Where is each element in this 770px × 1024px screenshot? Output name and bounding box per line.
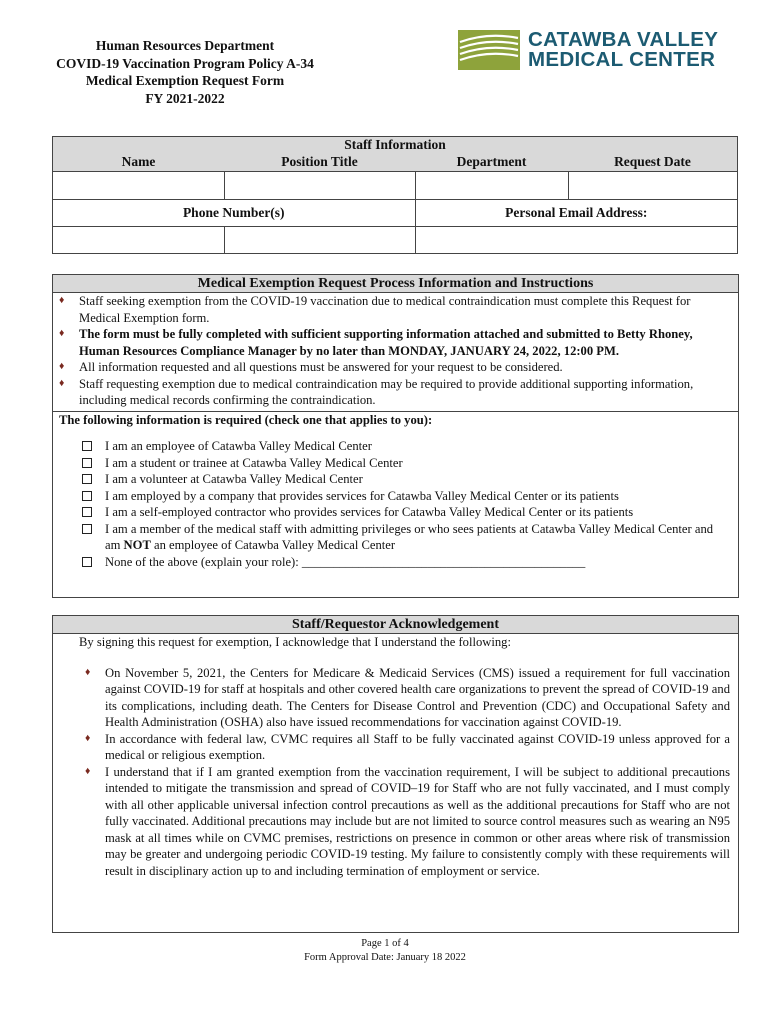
page-number: Page 1 of 4 <box>361 938 409 949</box>
form-header <box>30 37 340 107</box>
process-bullet-2: ♦ The form must be fully completed with sufficient supporting information attached and submitted to Betty Rhoney, Human Resources Compliance Manager by no later than MONDAY, JANUARY 24, 2022, 12:00 PM. <box>79 326 730 359</box>
process-section-title: Medical Exemption Request Process Information and Instructions <box>53 275 738 293</box>
role-option-not: NOT <box>123 538 151 552</box>
role-option-contracted-company[interactable] <box>105 488 730 505</box>
logo-line2: MEDICAL CENTER <box>528 47 716 71</box>
staff-information-table <box>52 136 738 254</box>
checkbox-icon[interactable] <box>82 507 92 517</box>
phone-field-1[interactable] <box>53 227 225 254</box>
phone-field-2[interactable] <box>224 227 415 254</box>
col-personal-email: Personal Email Address: <box>415 200 738 227</box>
name-field[interactable] <box>53 172 225 200</box>
ack-bullet-2: ♦ In accordance with federal law, CVMC requires all Staff to be fully vaccinated against COVID-19 unless approved for a medical or religious exemption. <box>105 731 730 764</box>
role-option-student[interactable] <box>105 455 730 472</box>
role-option-self-employed[interactable] <box>105 504 730 521</box>
role-option-label: I am a volunteer at Catawba Valley Medical Center <box>105 472 363 486</box>
process-instructions-section <box>52 274 739 598</box>
logo-line1: CATAWBA VALLEY <box>528 28 719 51</box>
role-option-medical-staff[interactable] <box>105 521 730 554</box>
role-option-employee[interactable] <box>105 438 730 455</box>
acknowledgement-section <box>52 615 739 933</box>
role-option-label: I am an employee of Catawba Valley Medical Center <box>105 439 372 453</box>
acknowledgement-bullets <box>53 665 738 880</box>
role-option-label-cont: an employee of Catawba Valley Medical Center <box>150 538 396 552</box>
col-request-date: Request Date <box>568 154 738 172</box>
position-title-field[interactable] <box>224 172 415 200</box>
process-bullet-4: ♦ Staff requesting exemption due to medical contraindication may be required to provide additional supporting information, including medical records confirming the contraindication. <box>79 376 730 409</box>
required-info-heading: The following information is required (check one that applies to you): <box>59 412 433 427</box>
role-option-volunteer[interactable] <box>105 471 730 488</box>
checkbox-icon[interactable] <box>82 524 92 534</box>
checkbox-icon[interactable] <box>82 441 92 451</box>
request-date-field[interactable] <box>568 172 738 200</box>
header-policy: COVID-19 Vaccination Program Policy A-34 <box>56 55 314 71</box>
role-option-label: I am a member of the medical staff with admitting privileges or who sees patients at Catawba Valley Medical Center and am <box>105 521 714 552</box>
checkbox-icon[interactable] <box>82 557 92 567</box>
process-bullet-3: ♦ All information requested and all questions must be answered for your request to be considered. <box>79 359 730 376</box>
staff-info-title: Staff Information <box>53 137 738 154</box>
role-option-none[interactable] <box>105 554 730 571</box>
ack-bullet-3: ♦ I understand that if I am granted exemption from the vaccination requirement, I will be subject to additional precautions intended to mitigate the transmission and spread of COVID–19 for Staff who are not fully vaccinated, and I must comply with all other applicable universal infection control precautions as well as the additional precautions for Staff who are not fully vaccinated. Additional precautions may include but are not limited to source control measures such as wearing an N95 mask at all times while on CVMC premises, restrictions on presence in common or other areas where risk of transmission may be greater and undergoing periodic COVID-19 testing. My failure to consistently comply with these requirements will result in disciplinary action up to and including termination of employment or service. <box>105 764 730 880</box>
header-department: Human Resources Department <box>95 38 275 53</box>
col-name: Name <box>53 154 225 172</box>
role-option-label: I am employed by a company that provides services for Catawba Valley Medical Center or its patients <box>105 488 619 503</box>
personal-email-field[interactable] <box>415 227 738 254</box>
cvmc-logo <box>458 30 728 72</box>
col-department: Department <box>415 154 568 172</box>
checkbox-icon[interactable] <box>82 491 92 501</box>
checkbox-icon[interactable] <box>82 458 92 468</box>
header-fiscal-year: FY 2021-2022 <box>145 90 225 106</box>
col-position-title: Position Title <box>224 154 415 172</box>
page-footer <box>0 937 770 965</box>
header-form-title: Medical Exemption Request Form <box>85 73 285 88</box>
role-option-label: I am a student or trainee at Catawba Valley Medical Center <box>105 455 403 470</box>
acknowledgement-title: Staff/Requestor Acknowledgement <box>53 616 738 634</box>
checkbox-icon[interactable] <box>82 474 92 484</box>
acknowledgement-intro: By signing this request for exemption, I acknowledge that I understand the following: <box>79 635 511 649</box>
role-option-label: I am a self-employed contractor who provides services for Catawba Valley Medical Center or its patients <box>105 505 634 519</box>
role-option-label: None of the above (explain your role): _____________________________________________ <box>105 554 586 569</box>
logo-mark-icon <box>458 30 520 70</box>
department-field[interactable] <box>415 172 568 200</box>
ack-bullet-1: ♦ On November 5, 2021, the Centers for Medicare & Medicaid Services (CMS) issued a requirement for full vaccination against COVID-19 for staff at hospitals and other covered health care organizations to prevent the spread of COVID-19 and its complications, including death. The Centers for Disease Control and Prevention (CDC) and Occupational Safety and Health Administration (OSHA) also have issued recommendations for vaccination against COVID-19. <box>105 665 730 731</box>
col-phone-numbers: Phone Number(s) <box>53 200 416 227</box>
process-bullets <box>53 293 738 411</box>
role-checklist <box>53 438 738 570</box>
form-approval-date: Form Approval Date: January 18 2022 <box>304 952 466 963</box>
logo-text <box>528 30 718 69</box>
process-bullet-1: ♦ Staff seeking exemption from the COVID-19 vaccination due to medical contraindication must complete this Request for Medical Exemption form. <box>79 293 730 326</box>
